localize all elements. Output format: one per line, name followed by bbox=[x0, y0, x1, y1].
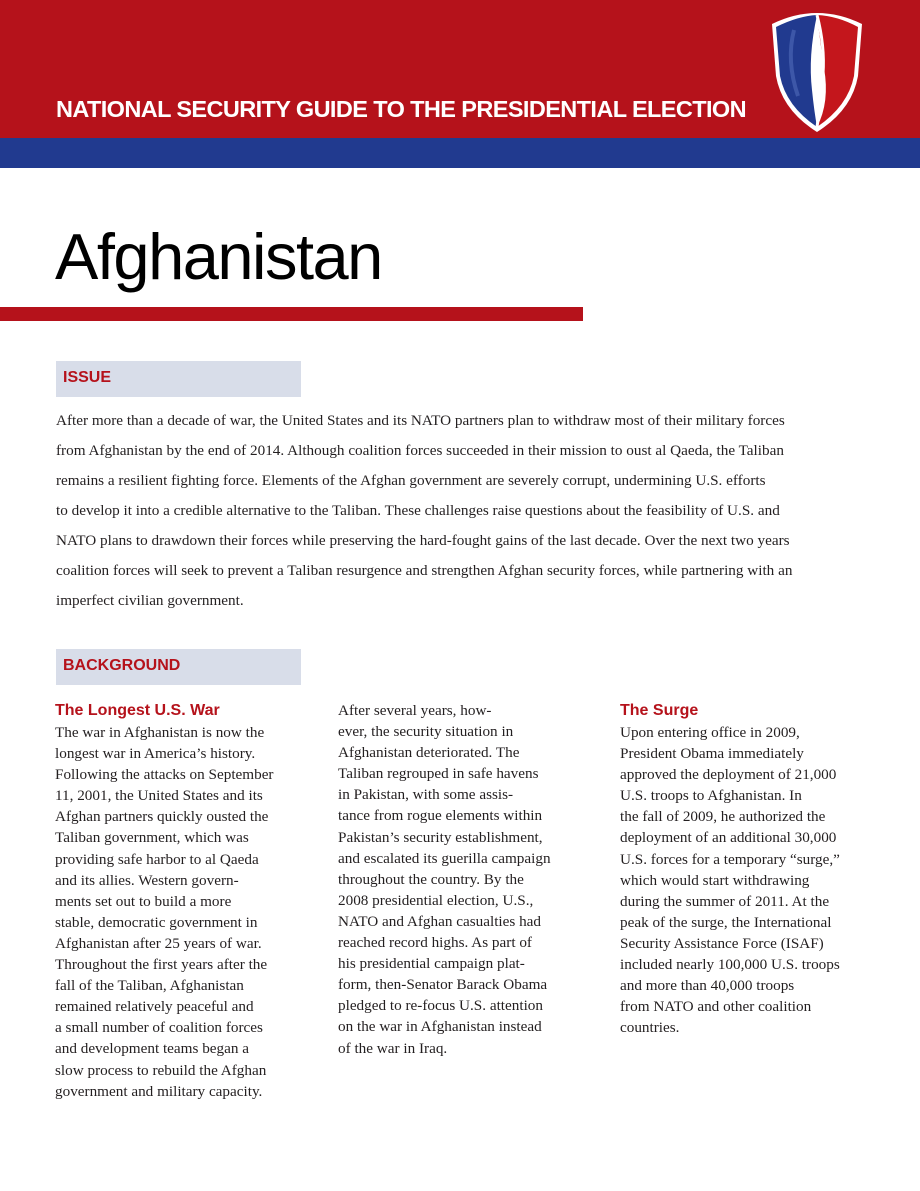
text-line: form, then-Senator Barack Obama bbox=[338, 976, 548, 994]
background-label: BACKGROUND bbox=[56, 649, 301, 685]
text-line: on the war in Afghanistan instead bbox=[338, 1018, 542, 1036]
text-line: ever, the security situation in bbox=[338, 723, 514, 741]
text-line: during the summer of 2011. At the bbox=[620, 892, 830, 910]
text-line: fall of the Taliban, Afghanistan bbox=[55, 977, 244, 995]
background-column-1 bbox=[55, 700, 307, 1102]
text-line: deployment of an additional 30,000 bbox=[620, 829, 837, 847]
text-line: reached record highs. As part of bbox=[338, 934, 532, 952]
text-line: The war in Afghanistan is now the bbox=[55, 724, 265, 741]
shield-logo-icon bbox=[768, 6, 866, 134]
text-line: Throughout the first years after the bbox=[55, 956, 268, 974]
text-line: countries. bbox=[620, 1019, 680, 1037]
text-line: from NATO and other coalition bbox=[620, 998, 812, 1016]
text-line: imperfect civilian government. bbox=[56, 592, 244, 609]
text-line: the fall of 2009, he authorized the bbox=[620, 808, 826, 826]
background-column-3 bbox=[620, 700, 872, 1038]
text-line: Taliban regrouped in safe havens bbox=[338, 765, 539, 783]
text-line: After several years, how- bbox=[338, 702, 492, 719]
heading-longest-war: The Longest U.S. War bbox=[55, 702, 220, 719]
text-line: remained relatively peaceful and bbox=[55, 998, 254, 1016]
text-line: NATO and Afghan casualties had bbox=[338, 912, 542, 930]
text-line: 2008 presidential election, U.S., bbox=[338, 891, 534, 909]
text-line: ments set out to build a more bbox=[55, 892, 232, 910]
text-line: and escalated its guerilla campaign bbox=[338, 849, 551, 867]
title-underline bbox=[0, 307, 583, 321]
text-line: and development teams began a bbox=[55, 1040, 249, 1058]
text-line: tance from rogue elements within bbox=[338, 807, 543, 825]
text-line: longest war in America’s history. bbox=[55, 745, 256, 763]
text-line: remains a resilient fighting force. Elements of the Afghan government are severely corrupt, undermining U.S. efforts bbox=[56, 472, 766, 489]
text-line: stable, democratic government in bbox=[55, 913, 258, 931]
text-line: included nearly 100,000 U.S. troops bbox=[620, 956, 840, 974]
background-column-2 bbox=[338, 700, 590, 1059]
banner-title: NATIONAL SECURITY GUIDE TO THE PRESIDENTIAL ELECTION bbox=[56, 96, 746, 122]
page-title: Afghanistan bbox=[55, 220, 382, 293]
text-line: a small number of coalition forces bbox=[55, 1019, 263, 1037]
text-line: slow process to rebuild the Afghan bbox=[55, 1061, 267, 1079]
text-line: U.S. forces for a temporary “surge,” bbox=[620, 850, 840, 868]
heading-the-surge: The Surge bbox=[620, 702, 699, 719]
text-line: peak of the surge, the International bbox=[620, 913, 832, 931]
text-line: of the war in Iraq. bbox=[338, 1039, 448, 1057]
text-line: Security Assistance Force (ISAF) bbox=[620, 934, 824, 952]
text-line: from Afghanistan by the end of 2014. Although coalition forces succeeded in their mission to oust al Qaeda, the Taliban bbox=[56, 442, 784, 459]
text-line: to develop it into a credible alternative to the Taliban. These challenges raise questions about the feasibility of U.S. and bbox=[56, 502, 780, 519]
header-blue-stripe bbox=[0, 138, 920, 168]
text-line: Upon entering office in 2009, bbox=[620, 724, 800, 741]
text-line: government and military capacity. bbox=[55, 1082, 263, 1100]
text-line: providing safe harbor to al Qaeda bbox=[55, 850, 259, 868]
text-line: U.S. troops to Afghanistan. In bbox=[620, 787, 802, 805]
text-line: After more than a decade of war, the United States and its NATO partners plan to withdraw most of their military forces bbox=[56, 412, 785, 429]
text-line: Afghanistan deteriorated. The bbox=[338, 744, 520, 762]
text-line: his presidential campaign plat- bbox=[338, 955, 525, 973]
issue-paragraph bbox=[56, 406, 866, 616]
text-line: and its allies. Western govern- bbox=[55, 871, 239, 889]
text-line: which would start withdrawing bbox=[620, 871, 810, 889]
text-line: pledged to re-focus U.S. attention bbox=[338, 997, 543, 1015]
text-line: Pakistan’s security establishment, bbox=[338, 828, 543, 846]
text-line: NATO plans to drawdown their forces while preserving the hard-fought gains of the last decade. Over the next two years bbox=[56, 532, 790, 549]
text-line: Taliban government, which was bbox=[55, 829, 249, 847]
text-line: Afghanistan after 25 years of war. bbox=[55, 934, 262, 952]
text-line: 11, 2001, the United States and its bbox=[55, 787, 263, 805]
text-line: President Obama immediately bbox=[620, 745, 804, 763]
issue-label: ISSUE bbox=[56, 361, 301, 397]
text-line: coalition forces will seek to prevent a Taliban resurgence and strengthen Afghan security forces, while partnering with an bbox=[56, 562, 793, 579]
text-line: throughout the country. By the bbox=[338, 870, 524, 888]
text-line: approved the deployment of 21,000 bbox=[620, 766, 837, 784]
text-line: and more than 40,000 troops bbox=[620, 977, 795, 995]
text-line: Following the attacks on September bbox=[55, 766, 274, 784]
text-line: Afghan partners quickly ousted the bbox=[55, 808, 269, 826]
text-line: in Pakistan, with some assis- bbox=[338, 786, 514, 804]
